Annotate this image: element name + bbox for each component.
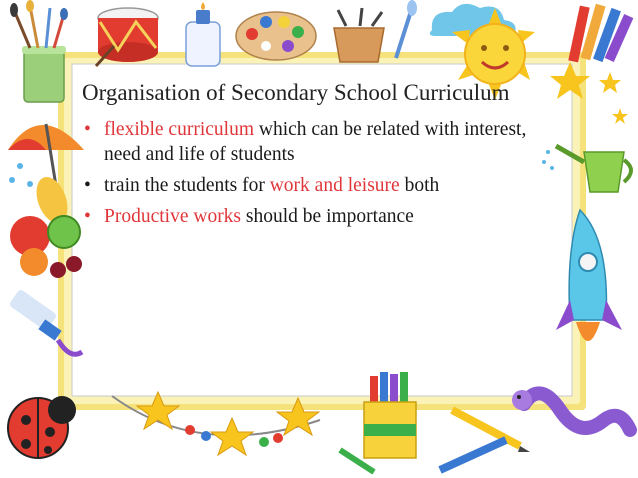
bullet-item — [82, 204, 552, 229]
pencil-icon — [440, 410, 530, 470]
slide-content — [82, 78, 552, 235]
bullet-marker: • — [84, 175, 91, 196]
glue-bottle-icon — [186, 2, 220, 66]
slide-title: Organisation of Secondary School Curriculum — [82, 80, 510, 105]
bullet-text: train the students for — [104, 175, 270, 196]
bullet-text: both — [399, 175, 440, 196]
crayons-icon — [568, 4, 633, 63]
bullet-text: should be importance — [241, 206, 414, 227]
bullet-list — [82, 117, 552, 229]
paintbrush-cup-icon — [10, 0, 68, 102]
bullet-item — [82, 173, 552, 198]
paint-palette-icon — [236, 12, 316, 60]
ladybug-icon — [8, 396, 76, 458]
bullet-item — [82, 117, 552, 167]
drum-icon — [96, 8, 158, 66]
highlight-text: flexible curriculum — [104, 119, 254, 140]
highlight-text: work and leisure — [269, 175, 400, 196]
bullet-text: which can be related with interest, need and life of students — [104, 119, 527, 165]
highlight-text: Productive works — [104, 206, 242, 227]
bullet-marker: • — [84, 206, 91, 227]
bullet-marker: • — [84, 119, 91, 140]
